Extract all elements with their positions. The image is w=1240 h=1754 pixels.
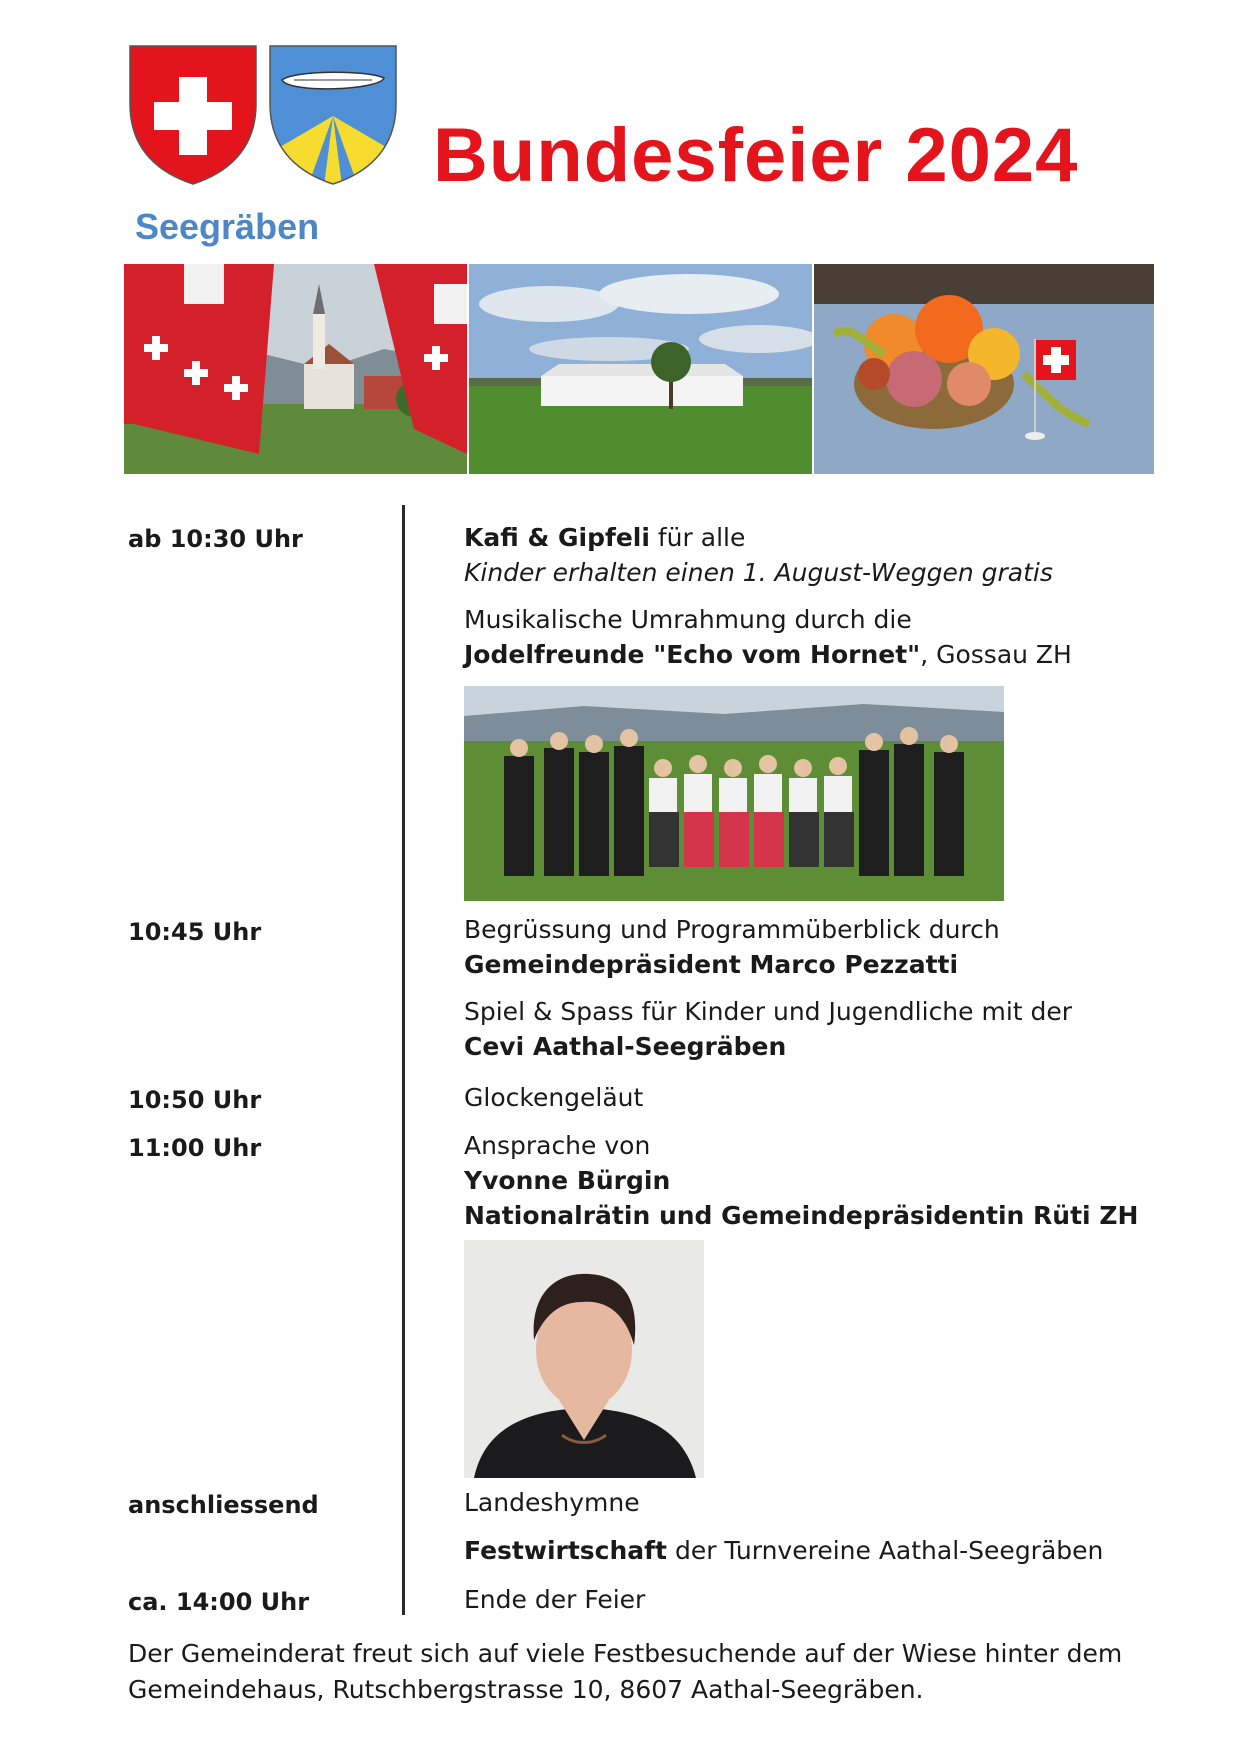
item-praesident: Gemeindepräsident Marco Pezzatti (464, 950, 959, 979)
item-musik: Musikalische Umrahmung durch die (464, 605, 912, 634)
seegraeben-crest-icon (268, 44, 398, 186)
schedule-divider (402, 505, 405, 1615)
footer-note (128, 1636, 1128, 1708)
item-hymne: Landeshymne (464, 1488, 640, 1517)
item-jodel (464, 637, 1072, 673)
item-rednerin: Yvonne Bürgin (464, 1166, 671, 1195)
fest-bold: Festwirtschaft (464, 1536, 667, 1565)
item-kafi (464, 520, 745, 556)
time-label: ca. 14:00 Uhr (128, 1588, 310, 1616)
item-ansprache: Ansprache von (464, 1131, 651, 1160)
time-label: ab 10:30 Uhr (128, 525, 303, 553)
photo-church-flags (124, 264, 467, 474)
item-rednerin-titel: Nationalrätin und Gemeindepräsidentin Rüti ZH (464, 1201, 1139, 1230)
time-label: 11:00 Uhr (128, 1134, 262, 1162)
footer-line-2: Gemeindehaus, Rutschbergstrasse 10, 8607 Aathal-Seegräben. (128, 1675, 924, 1704)
photo-banner (124, 264, 1154, 474)
kafi-bold: Kafi & Gipfeli (464, 523, 650, 552)
time-label: 10:50 Uhr (128, 1086, 262, 1114)
item-kinder: Kinder erhalten einen 1. August-Weggen gratis (464, 558, 1053, 587)
item-begruessung: Begrüssung und Programmüberblick durch (464, 915, 1000, 944)
page-title: Bundesfeier 2024 (433, 113, 1079, 198)
footer-line-1: Der Gemeinderat freut sich auf viele Festbesuchende auf der Wiese hinter dem (128, 1639, 1123, 1668)
time-label: anschliessend (128, 1491, 319, 1519)
jodel-rest: , Gossau ZH (920, 640, 1072, 669)
item-glocken: Glockengeläut (464, 1083, 644, 1112)
photo-jodel-choir (464, 686, 1004, 901)
item-spiel: Spiel & Spass für Kinder und Jugendliche mit der (464, 997, 1073, 1026)
kafi-rest: für alle (649, 523, 746, 552)
photo-flower-bouquet (814, 264, 1154, 474)
item-ende: Ende der Feier (464, 1585, 646, 1614)
place-name: Seegräben (135, 206, 320, 247)
photo-festival-tent (469, 264, 812, 474)
item-cevi: Cevi Aathal-Seegräben (464, 1032, 787, 1061)
time-label: 10:45 Uhr (128, 918, 262, 946)
jodel-bold: Jodelfreunde "Echo vom Hornet" (464, 640, 921, 669)
fest-rest: der Turnvereine Aathal-Seegräben (667, 1536, 1104, 1565)
swiss-crest-icon (128, 44, 258, 186)
item-festwirtschaft (464, 1533, 1103, 1569)
photo-speaker-portrait (464, 1240, 704, 1478)
